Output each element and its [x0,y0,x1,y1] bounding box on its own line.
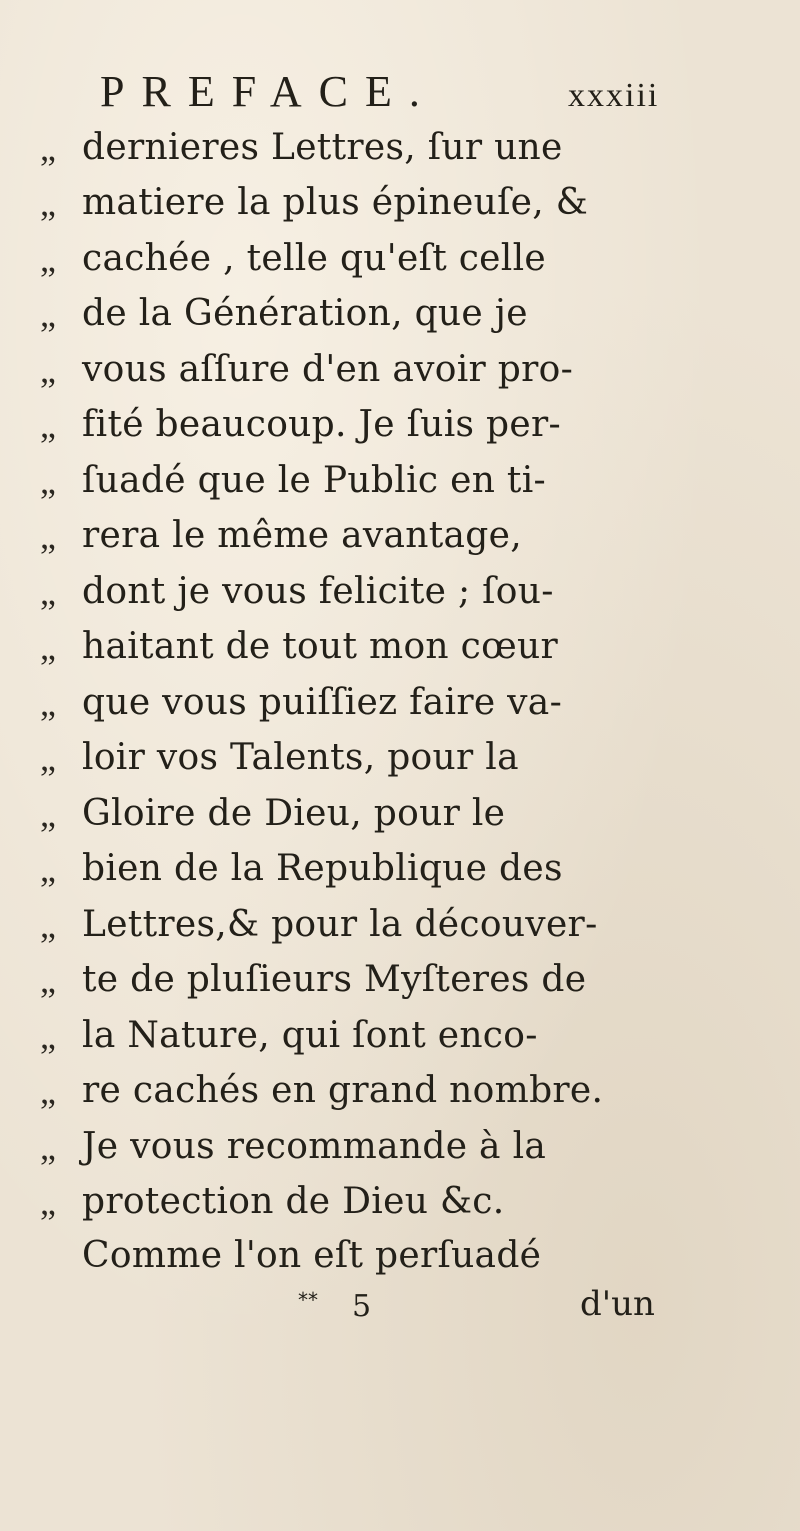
text-line [0,510,800,562]
catchword: d'un [580,1284,655,1324]
quote-mark: „ [40,1182,56,1222]
quote-mark: „ [40,683,56,723]
text-line [0,344,800,396]
quote-mark: „ [40,461,56,501]
text-line [0,899,800,951]
line-text: Gloire de Dieu, pour le [82,793,506,834]
line-text: cachée , telle qu'eſt celle [82,238,547,279]
line-text: fité beaucoup. Je ſuis per- [82,404,561,445]
text-line [0,621,800,673]
line-text: matiere la plus épineuſe, & [82,182,589,223]
line-text: la Nature, qui ſont enco- [82,1015,538,1056]
text-line [0,1065,800,1117]
quote-mark: „ [40,350,56,390]
quote-mark: „ [40,1071,56,1111]
text-line [0,1010,800,1062]
running-header [100,66,710,118]
text-line [0,288,800,340]
line-text: Je vous recommande à la [82,1126,547,1167]
text-line [0,122,800,174]
signature-mark: 5 [352,1289,372,1324]
text-line [0,677,800,729]
line-text: vous aſſure d'en avoir pro- [82,349,574,390]
text-line [0,399,800,451]
line-text: Lettres,& pour la découver- [82,904,598,945]
text-line [0,566,800,618]
text-line [0,1230,800,1282]
quote-mark: „ [40,849,56,889]
quote-mark: „ [40,738,56,778]
quote-mark: „ [40,239,56,279]
signature-stars: ** [298,1288,318,1312]
line-text: dont je vous felicite ; ſou- [82,571,554,612]
page-number: xxxiii [568,77,660,114]
line-text: haitant de tout mon cœur [82,626,559,667]
line-text: Comme l'on eſt perſuadé [82,1235,542,1276]
line-text: de la Génération, que je [82,293,528,334]
line-text: protection de Dieu &c. [82,1181,505,1222]
quote-mark: „ [40,627,56,667]
quote-mark: „ [40,128,56,168]
quote-mark: „ [40,960,56,1000]
quote-mark: „ [40,1127,56,1167]
quote-mark: „ [40,405,56,445]
line-text: bien de la Republique des [82,848,563,889]
text-line [0,1176,800,1228]
quote-mark: „ [40,1016,56,1056]
line-text: rera le même avantage, [82,515,522,556]
line-text: te de pluſieurs Myſteres de [82,959,587,1000]
text-line [0,233,800,285]
signature-line [0,1282,800,1330]
line-text: loir vos Talents, pour la [82,737,519,778]
quote-mark: „ [40,183,56,223]
text-line [0,1121,800,1173]
quote-mark: „ [40,905,56,945]
running-title: PREFACE. [100,67,437,116]
line-text: re cachés en grand nombre. [82,1070,604,1111]
quote-mark: „ [40,294,56,334]
line-text: que vous puiſſiez faire va- [82,682,563,723]
quote-mark: „ [40,572,56,612]
text-line [0,455,800,507]
text-line [0,954,800,1006]
text-line [0,177,800,229]
quote-mark: „ [40,794,56,834]
text-line [0,732,800,784]
text-line [0,788,800,840]
line-text: ſuadé que le Public en ti- [82,460,546,501]
line-text: dernieres Lettres, ſur une [82,127,563,168]
quote-mark: „ [40,516,56,556]
text-line [0,843,800,895]
